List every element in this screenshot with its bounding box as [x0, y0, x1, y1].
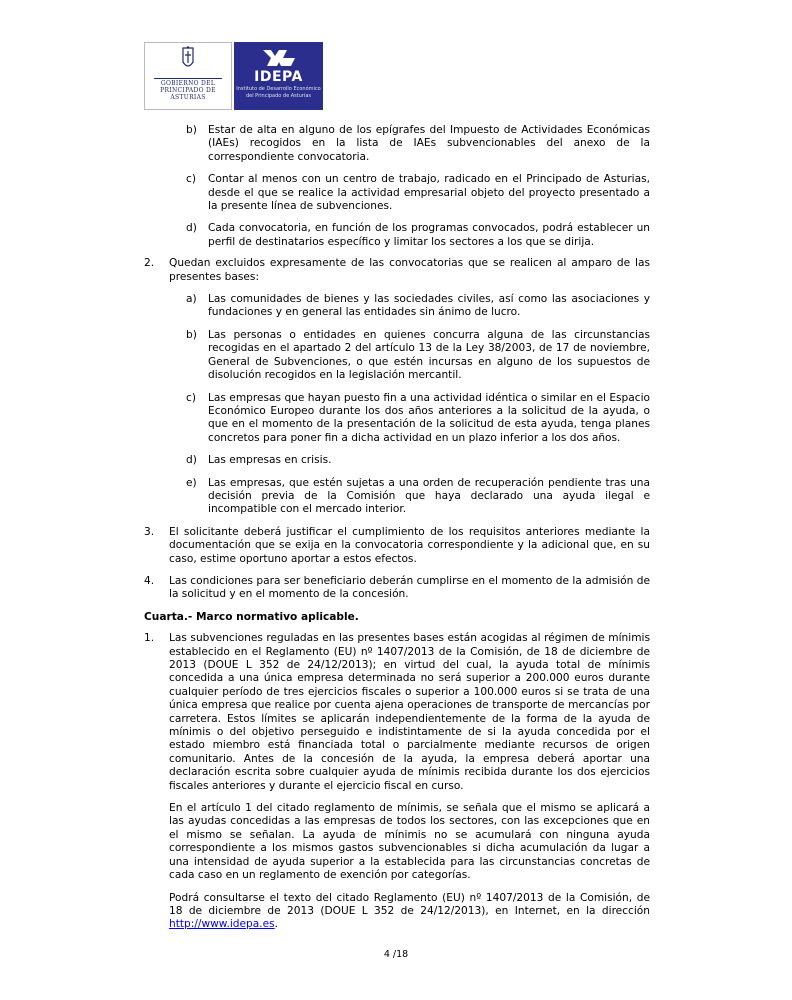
list-marker: c): [186, 173, 196, 186]
list-text: Las condiciones para ser beneficiario deberán cumplirse en el momento de la admisión de la solicitud y en el momento de la concesión.: [169, 574, 650, 601]
list-item: [186, 454, 650, 467]
paragraph-text: Podrá consultarse el texto del citado Reglamento (EU) nº 1407/2013 de la Comisión, de 18 de diciembre de 2013 (DOUE L 352 de 24/12/2013), en Internet, en la dirección: [169, 891, 650, 917]
list-item: [186, 124, 650, 164]
list-item: [186, 477, 650, 517]
list-text: Las subvenciones reguladas en las presentes bases están acogidas al régimen de mínimis establecido en el Reglamento (EU) nº 1407/2013 de la Comisión, de 18 de diciembre de 2013 (DOUE L 352 de 24/12/2013); en virtud del cual, la ayuda total de mínimis concedida a una única empresa determinada no será superior a 200.000 euros durante cualquier período de tres ejercicios fiscales o superior a 100.000 euros si se trata de una única empresa que realice por cuenta ajena operaciones de transporte de mercancías por carretera. Estos límites se aplicarán independientemente de la forma de la ayuda de mínimis o del objetivo perseguido e indistintamente de si la ayuda concedida por el estado miembro está financiada total o parcialmente mediante recursos de origen comunitario. Antes de la concesión de la ayuda, la empresa deberá aportar una declaración escrita sobre cualquier ayuda de mínimis recibida durante los dos ejercicios fiscales anteriores y durante el ejercicio fiscal en curso.: [169, 632, 650, 792]
gov-logo-line-1: GOBIERNO DEL: [154, 78, 222, 87]
numbered-item: [144, 257, 650, 284]
list-text: El solicitante deberá justificar el cumplimiento de los requisitos anteriores mediante la documentación que se exija en la convocatoria correspondiente y la adicional que, en su caso, estime oportuno aportar a estos efectos.: [169, 525, 650, 565]
list-marker: b): [186, 124, 197, 136]
list-text: Las empresas que hayan puesto fin a una actividad idéntica o similar en el Espacio Económico Europeo durante los dos años anteriores a la solicitud de la ayuda, o que en el momento de la presentación de la solicitud de esta ayuda, tenga planes concretos para poner fin a dicha actividad en un plazo inferior a los dos años.: [208, 391, 650, 444]
idepa-website-link[interactable]: http://www.idepa.es: [169, 918, 275, 931]
document-header: [144, 42, 323, 110]
list-marker: 3.: [144, 525, 155, 538]
idepa-logo-subtitle-2: del Principado de Asturias: [245, 93, 312, 99]
list-marker: 1.: [144, 632, 155, 645]
list-text: Las personas o entidades en quienes concurra alguna de las circunstancias recogidas en el apartado 2 del artículo 13 de la Ley 38/2003, de 17 de noviembre, General de Subvenciones, o que estén incursas en alguno de los supuestos de disolución recogidos en la legislación mercantil.: [208, 328, 650, 382]
numbered-item: [144, 575, 650, 602]
list-text: Contar al menos con un centro de trabajo, radicado en el Principado de Asturias, desde el que se realice la actividad empresarial objeto del proyecto presentado a la presente línea de subvenciones.: [208, 173, 650, 213]
list-text: Las empresas en crisis.: [208, 454, 332, 467]
list-text: Estar de alta en alguno de los epígrafes del Impuesto de Actividades Económicas (IAEs) recogidos en la lista de IAEs subvencionables del anexo de la correspondiente convocatoria.: [208, 124, 650, 163]
list-item: [186, 222, 650, 249]
page-number: 4 /18: [383, 949, 409, 960]
idepa-emblem-icon: [259, 48, 299, 68]
numbered-item: [144, 632, 650, 793]
section-heading: Cuarta.- Marco normativo aplicable.: [144, 610, 359, 623]
idepa-logo-subtitle-1: Instituto de Desarrollo Económico: [236, 86, 321, 92]
asturias-crest-icon: [180, 46, 196, 72]
numbered-item: [144, 526, 650, 566]
list-marker: e): [186, 476, 197, 489]
government-of-asturias-logo: [144, 42, 232, 110]
gov-logo-line-2: PRINCIPADO DE ASTURIAS: [160, 87, 216, 101]
list-marker: a): [186, 293, 197, 306]
list-text: Cada convocatoria, en función de los programas convocados, podrá establecer un perfil de destinatarios específico y limitar los sectores a los que se dirija.: [208, 222, 650, 248]
paragraph: [169, 892, 650, 932]
list-text: Las comunidades de bienes y las sociedades civiles, así como las asociaciones y fundaciones y en general las entidades sin ánimo de lucro.: [208, 293, 650, 319]
paragraph-end: .: [274, 918, 279, 931]
list-marker: b): [186, 328, 197, 341]
list-marker: 2.: [144, 257, 155, 270]
list-marker: 4.: [144, 574, 155, 587]
list-item: [186, 173, 650, 213]
paragraph: En el artículo 1 del citado reglamento de mínimis, se señala que el mismo se aplicará a las ayudas concedidas a las empresas de todos los sectores, con las excepciones que en el mismo se señalan. La ayuda de mínimis no se acumulará con ninguna ayuda correspondiente a los mismos gastos subvencionables si dicha acumulación da lugar a una intensidad de ayuda superior a la establecida para las circunstancias concretas de cada caso en un reglamento de exención por categorías.: [169, 802, 650, 882]
idepa-logo: [234, 42, 323, 110]
list-item: [186, 293, 650, 320]
list-text: Las empresas, que estén sujetas a una orden de recuperación pendiente tras una decisión previa de la Comisión que haya declarado una ayuda ilegal e incompatible con el mercado interior.: [208, 476, 650, 516]
list-item: [186, 392, 650, 446]
list-text: Quedan excluidos expresamente de las convocatorias que se realicen al amparo de las presentes bases:: [169, 257, 650, 283]
list-item: [186, 329, 650, 383]
list-marker: d): [186, 222, 197, 235]
idepa-logo-name: IDEPA: [254, 69, 303, 85]
document-body: [144, 124, 650, 932]
list-marker: d): [186, 454, 197, 467]
list-marker: c): [186, 391, 196, 404]
